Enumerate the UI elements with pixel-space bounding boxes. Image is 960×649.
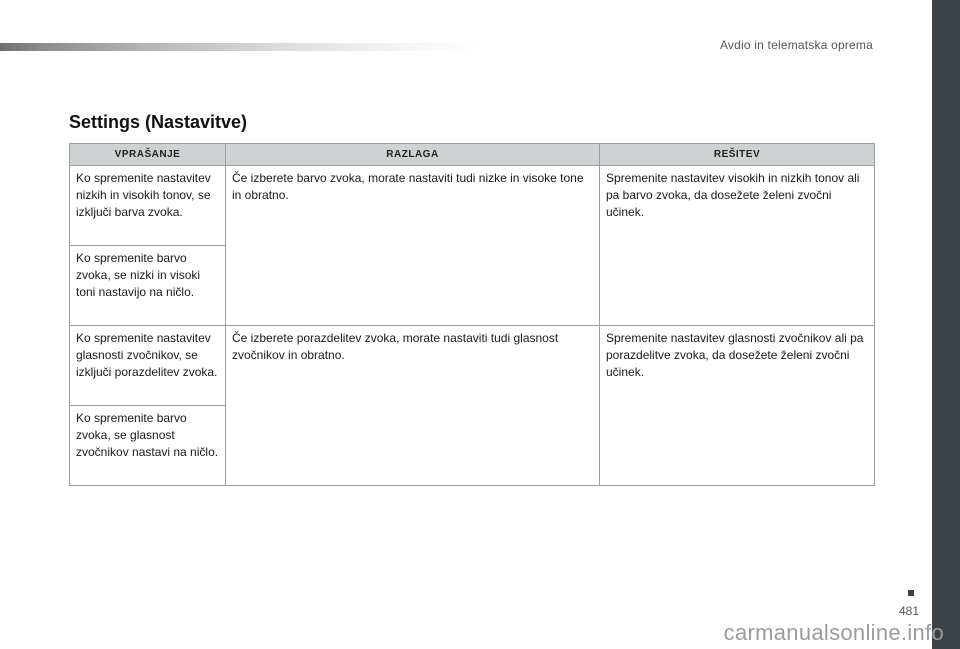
watermark: carmanualsonline.info [723,620,944,645]
column-header-solution: REŠITEV [600,144,875,166]
page-number: 481 [898,604,919,618]
column-header-question: VPRAŠANJE [70,144,226,166]
explanation-cell: Če izberete barvo zvoka, morate nastaviti tudi nizke in visoke tone in obratno. [226,166,600,326]
solution-cell: Spremenite nastavitev visokih in nizkih tonov ali pa barvo zvoka, da dosežete želeni zvočni učinek. [600,166,875,326]
question-cell: Ko spremenite nastavitev nizkih in visokih tonov, se izključi barva zvoka. [70,166,226,246]
troubleshooting-table [69,143,875,486]
question-cell: Ko spremenite nastavitev glasnosti zvočnikov, se izključi porazdelitev zvoka. [70,326,226,406]
explanation-cell: Če izberete porazdelitev zvoka, morate nastaviti tudi glasnost zvočnikov in obratno. [226,326,600,486]
column-header-explanation: RAZLAGA [226,144,600,166]
page-title: Settings (Nastavitve) [69,112,248,132]
table-row [70,166,875,246]
question-cell: Ko spremenite barvo zvoka, se nizki in visoki toni nastavijo na ničlo. [70,246,226,326]
solution-cell: Spremenite nastavitev glasnosti zvočnikov ali pa porazdelitve zvoka, da dosežete želeni zvočni učinek. [600,326,875,486]
page-marker-square [908,590,914,596]
side-tab-strip [932,0,960,649]
table-row [70,326,875,406]
table-header-row [70,144,875,166]
section-header: Avdio in telematska oprema [719,38,873,52]
header-gradient-bar [0,43,480,51]
question-cell: Ko spremenite barvo zvoka, se glasnost zvočnikov nastavi na ničlo. [70,406,226,486]
